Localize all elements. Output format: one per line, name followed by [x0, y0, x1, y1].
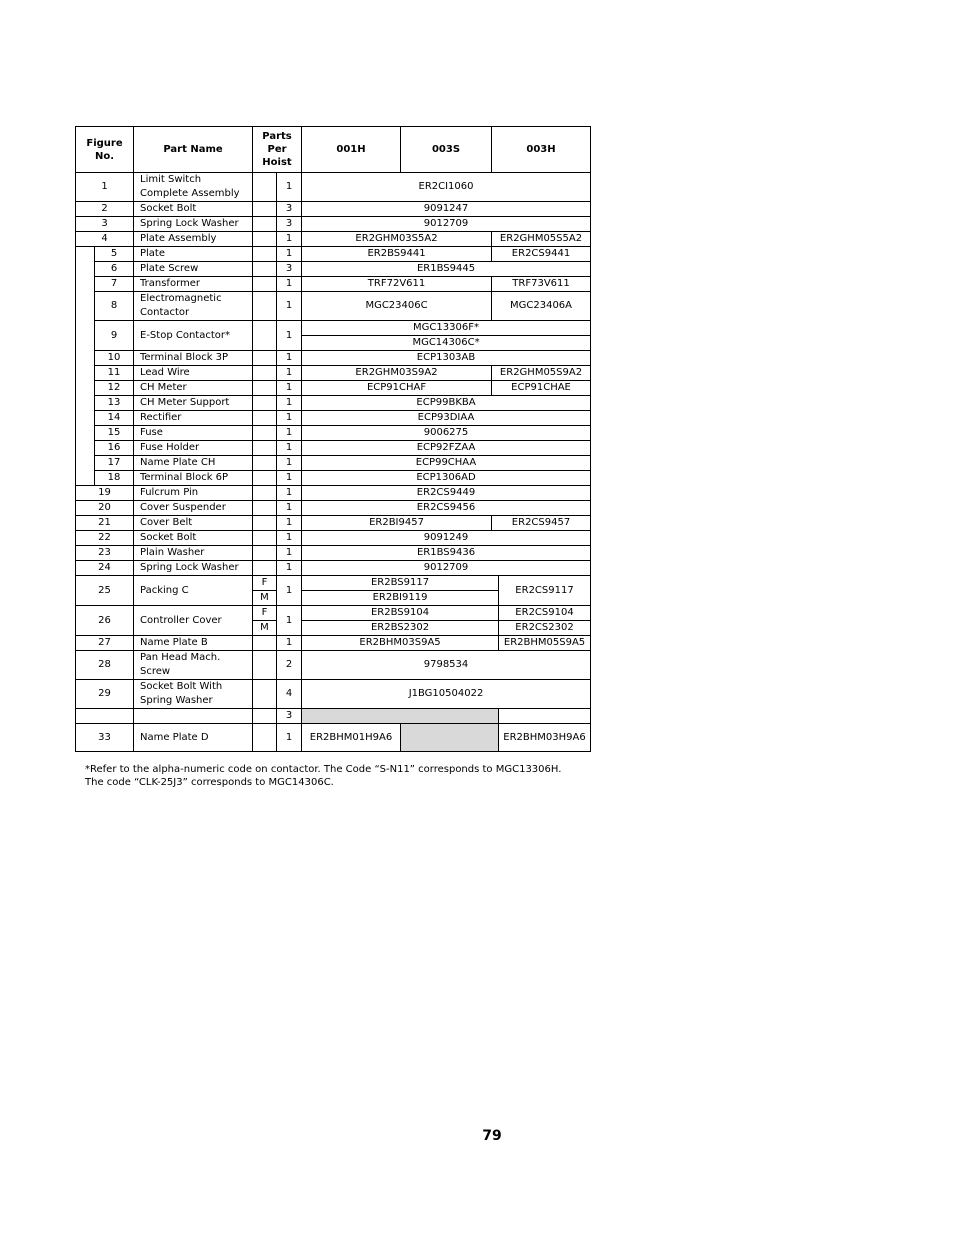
qty: 1 — [277, 471, 302, 486]
part-name: CH Meter Support — [134, 396, 253, 411]
variant-cell — [253, 680, 277, 709]
part-code-001h-003s: ER2BHM03S9A5 — [302, 636, 499, 651]
part-code: 9798534 — [302, 651, 591, 680]
header-parts-per-hoist: Parts Per Hoist — [253, 127, 302, 173]
variant-cell — [253, 262, 277, 277]
table-row — [76, 396, 591, 411]
qty: 1 — [277, 516, 302, 531]
figure-no: 23 — [76, 546, 134, 561]
qty: 1 — [277, 366, 302, 381]
part-code-m: ER2BI9119 — [302, 591, 499, 606]
part-name — [134, 709, 253, 724]
header-row — [76, 127, 591, 173]
part-name: Fuse — [134, 426, 253, 441]
footnote-line-1: *Refer to the alpha-numeric code on contactor. The Code “S-N11” corresponds to MGC13306H. — [85, 764, 562, 775]
part-code: ER2CS9456 — [302, 501, 591, 516]
part-name: Name Plate B — [134, 636, 253, 651]
part-code-option-1: MGC13306F* — [302, 321, 591, 336]
figure-no: 28 — [76, 651, 134, 680]
part-name: Spring Lock Washer — [134, 561, 253, 576]
part-name: Plain Washer — [134, 546, 253, 561]
part-name: Cover Suspender — [134, 501, 253, 516]
variant-cell — [253, 546, 277, 561]
part-code: J1BG10504022 — [302, 680, 591, 709]
part-code-f: ER2BS9104 — [302, 606, 499, 621]
figure-no: 9 — [95, 321, 134, 351]
variant-cell — [253, 651, 277, 680]
qty: 2 — [277, 651, 302, 680]
figure-no: 27 — [76, 636, 134, 651]
qty: 1 — [277, 501, 302, 516]
part-code-003h-f: ER2CS9104 — [499, 606, 591, 621]
figure-no: 20 — [76, 501, 134, 516]
part-code: 9006275 — [302, 426, 591, 441]
table-row — [76, 501, 591, 516]
qty: 1 — [277, 561, 302, 576]
part-code-003h: ER2CS9117 — [499, 576, 591, 606]
part-name: Packing C — [134, 576, 253, 606]
shaded-cell — [401, 724, 499, 752]
table-row — [76, 576, 591, 591]
variant-cell — [253, 724, 277, 752]
part-code-001h-003s: ER2BI9457 — [302, 516, 492, 531]
qty: 1 — [277, 247, 302, 262]
part-code-003h: ER2GHM05S5A2 — [492, 232, 591, 247]
part-code-001h-003s: ER2GHM03S9A2 — [302, 366, 492, 381]
figure-no: 18 — [95, 471, 134, 486]
part-name: Electromagnetic Contactor — [134, 292, 253, 321]
part-name: E-Stop Contactor* — [134, 321, 253, 351]
indent-spacer — [76, 247, 95, 486]
part-code-option-2: MGC14306C* — [302, 336, 591, 351]
qty: 1 — [277, 531, 302, 546]
qty: 1 — [277, 351, 302, 366]
part-code: ECP99BKBA — [302, 396, 591, 411]
part-code-003h: ER2CS9441 — [492, 247, 591, 262]
part-name: Transformer — [134, 277, 253, 292]
table-row — [76, 486, 591, 501]
qty: 1 — [277, 232, 302, 247]
table-row — [76, 651, 591, 680]
qty: 1 — [277, 546, 302, 561]
table-row — [76, 202, 591, 217]
part-code: 9012709 — [302, 561, 591, 576]
variant-cell — [253, 366, 277, 381]
part-code: ECP99CHAA — [302, 456, 591, 471]
qty: 1 — [277, 636, 302, 651]
page-number: 79 — [482, 1128, 502, 1144]
part-code: ECP93DIAA — [302, 411, 591, 426]
part-code: 9091249 — [302, 531, 591, 546]
figure-no: 8 — [95, 292, 134, 321]
figure-no: 29 — [76, 680, 134, 709]
header-part-name: Part Name — [134, 127, 253, 173]
part-code: ER2CS9449 — [302, 486, 591, 501]
qty: 1 — [277, 411, 302, 426]
figure-no: 1 — [76, 173, 134, 202]
table-row — [76, 456, 591, 471]
variant-cell — [253, 456, 277, 471]
table-row — [76, 636, 591, 651]
variant-f: F — [253, 606, 277, 621]
table-row — [76, 411, 591, 426]
figure-no: 11 — [95, 366, 134, 381]
variant-cell — [253, 709, 277, 724]
parts-table — [75, 126, 591, 752]
table-row — [76, 232, 591, 247]
table-row — [76, 292, 591, 321]
part-code-003h: TRF73V611 — [492, 277, 591, 292]
table-row — [76, 516, 591, 531]
qty: 1 — [277, 396, 302, 411]
figure-no: 14 — [95, 411, 134, 426]
part-name: Controller Cover — [134, 606, 253, 636]
variant-m: M — [253, 591, 277, 606]
part-name: Fulcrum Pin — [134, 486, 253, 501]
part-name: Fuse Holder — [134, 441, 253, 456]
figure-no: 25 — [76, 576, 134, 606]
part-name: Spring Lock Washer — [134, 217, 253, 232]
part-code-003h: ER2GHM05S9A2 — [492, 366, 591, 381]
variant-cell — [253, 441, 277, 456]
variant-cell — [253, 486, 277, 501]
header-001h: 001H — [302, 127, 401, 173]
variant-cell — [253, 561, 277, 576]
part-name: Cover Belt — [134, 516, 253, 531]
qty: 1 — [277, 321, 302, 351]
qty: 1 — [277, 456, 302, 471]
part-code: ECP1303AB — [302, 351, 591, 366]
qty: 4 — [277, 680, 302, 709]
table-row — [76, 321, 591, 336]
table-row — [76, 366, 591, 381]
part-name: Plate Assembly — [134, 232, 253, 247]
part-code-003h — [499, 709, 591, 724]
qty: 3 — [277, 709, 302, 724]
variant-cell — [253, 531, 277, 546]
part-code-001h-003s: ER2BS9441 — [302, 247, 492, 262]
qty: 1 — [277, 426, 302, 441]
table-row — [76, 606, 591, 621]
variant-cell — [253, 516, 277, 531]
figure-no: 7 — [95, 277, 134, 292]
variant-cell — [253, 636, 277, 651]
figure-no: 12 — [95, 381, 134, 396]
part-name: Terminal Block 3P — [134, 351, 253, 366]
header-003h: 003H — [492, 127, 591, 173]
part-code: ER1BS9436 — [302, 546, 591, 561]
part-code: 9091247 — [302, 202, 591, 217]
part-name: Socket Bolt — [134, 531, 253, 546]
variant-cell — [253, 217, 277, 232]
qty: 1 — [277, 441, 302, 456]
variant-cell — [253, 426, 277, 441]
part-name: Name Plate CH — [134, 456, 253, 471]
figure-no: 19 — [76, 486, 134, 501]
variant-cell — [253, 471, 277, 486]
figure-no — [76, 709, 134, 724]
part-code: ER2CI1060 — [302, 173, 591, 202]
figure-no: 10 — [95, 351, 134, 366]
variant-cell — [253, 381, 277, 396]
shaded-cell — [302, 709, 499, 724]
part-name: Limit Switch Complete Assembly — [134, 173, 253, 202]
table-row — [76, 546, 591, 561]
part-code-003h-m: ER2CS2302 — [499, 621, 591, 636]
variant-cell — [253, 351, 277, 366]
table-row — [76, 426, 591, 441]
table-row — [76, 680, 591, 709]
table-row — [76, 561, 591, 576]
footnote — [85, 763, 605, 789]
variant-cell — [253, 247, 277, 262]
figure-no: 26 — [76, 606, 134, 636]
part-code-001h: ER2BHM01H9A6 — [302, 724, 401, 752]
part-name: Terminal Block 6P — [134, 471, 253, 486]
table-row — [76, 217, 591, 232]
part-name: Lead Wire — [134, 366, 253, 381]
part-code-003h: ECP91CHAE — [492, 381, 591, 396]
figure-no: 21 — [76, 516, 134, 531]
table-row — [76, 277, 591, 292]
part-name: Rectifier — [134, 411, 253, 426]
table-row — [76, 173, 591, 202]
table-row — [76, 471, 591, 486]
part-code-001h-003s: TRF72V611 — [302, 277, 492, 292]
part-code-003h: ER2CS9457 — [492, 516, 591, 531]
part-name: Socket Bolt — [134, 202, 253, 217]
part-code-001h-003s: ECP91CHAF — [302, 381, 492, 396]
qty: 3 — [277, 217, 302, 232]
figure-no: 17 — [95, 456, 134, 471]
header-003s: 003S — [401, 127, 492, 173]
figure-no: 13 — [95, 396, 134, 411]
part-code: ECP92FZAA — [302, 441, 591, 456]
variant-f: F — [253, 576, 277, 591]
part-name: CH Meter — [134, 381, 253, 396]
part-name: Pan Head Mach. Screw — [134, 651, 253, 680]
figure-no: 6 — [95, 262, 134, 277]
figure-no: 33 — [76, 724, 134, 752]
part-code-003h: MGC23406A — [492, 292, 591, 321]
part-code: ER1BS9445 — [302, 262, 591, 277]
figure-no: 16 — [95, 441, 134, 456]
table-row — [76, 247, 591, 262]
variant-cell — [253, 501, 277, 516]
qty: 1 — [277, 173, 302, 202]
part-code-003h: ER2BHM03H9A6 — [499, 724, 591, 752]
figure-no: 15 — [95, 426, 134, 441]
table-row — [76, 441, 591, 456]
figure-no: 4 — [76, 232, 134, 247]
figure-no: 2 — [76, 202, 134, 217]
part-name: Name Plate D — [134, 724, 253, 752]
part-code: 9012709 — [302, 217, 591, 232]
qty: 1 — [277, 606, 302, 636]
figure-no: 3 — [76, 217, 134, 232]
figure-no: 24 — [76, 561, 134, 576]
part-name: Plate — [134, 247, 253, 262]
part-code: ECP1306AD — [302, 471, 591, 486]
variant-cell — [253, 232, 277, 247]
part-code-001h-003s: ER2GHM03S5A2 — [302, 232, 492, 247]
table-row — [76, 724, 591, 752]
variant-cell — [253, 292, 277, 321]
part-code-001h-003s: MGC23406C — [302, 292, 492, 321]
variant-cell — [253, 173, 277, 202]
qty: 1 — [277, 724, 302, 752]
part-code-m: ER2BS2302 — [302, 621, 499, 636]
qty: 1 — [277, 486, 302, 501]
qty: 1 — [277, 576, 302, 606]
variant-m: M — [253, 621, 277, 636]
footnote-line-2: The code “CLK-25J3” corresponds to MGC14306C. — [85, 777, 334, 788]
part-name: Socket Bolt With Spring Washer — [134, 680, 253, 709]
header-figure-no: Figure No. — [76, 127, 134, 173]
figure-no: 5 — [95, 247, 134, 262]
qty: 3 — [277, 262, 302, 277]
part-code-f: ER2BS9117 — [302, 576, 499, 591]
table-row — [76, 351, 591, 366]
qty: 3 — [277, 202, 302, 217]
qty: 1 — [277, 277, 302, 292]
table-row — [76, 531, 591, 546]
variant-cell — [253, 321, 277, 351]
part-name: Plate Screw — [134, 262, 253, 277]
figure-no: 22 — [76, 531, 134, 546]
part-code-003h: ER2BHM05S9A5 — [499, 636, 591, 651]
variant-cell — [253, 277, 277, 292]
variant-cell — [253, 202, 277, 217]
table-row — [76, 709, 591, 724]
variant-cell — [253, 411, 277, 426]
table-row — [76, 262, 591, 277]
variant-cell — [253, 396, 277, 411]
qty: 1 — [277, 292, 302, 321]
table-row — [76, 381, 591, 396]
qty: 1 — [277, 381, 302, 396]
